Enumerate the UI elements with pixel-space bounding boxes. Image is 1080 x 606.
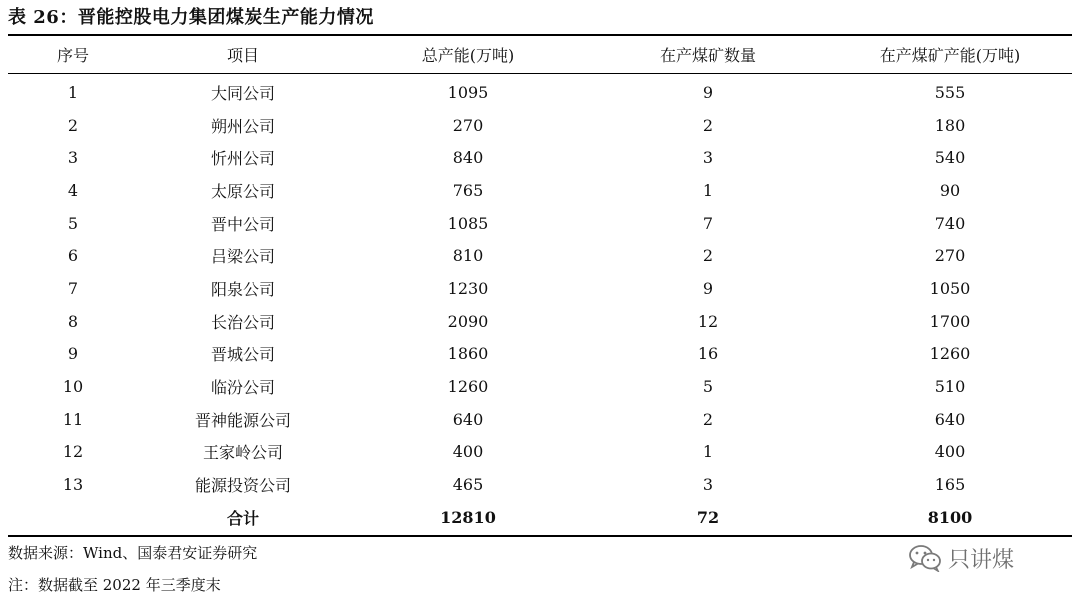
row-mine-count: 16 [697,344,719,364]
row-total-capacity: 640 [452,409,484,429]
table-row [8,109,1072,142]
table-row [8,76,1072,109]
row-item: 忻州公司 [210,149,275,169]
row-mine-count: 2 [702,409,714,429]
row-mine-count: 3 [702,475,714,495]
watermark [908,538,1014,578]
total-mines: 72 [696,507,720,527]
row-item: 王家岭公司 [202,443,283,463]
row-index: 10 [62,377,84,397]
table-row [8,468,1072,501]
table-row [8,272,1072,305]
row-total-capacity: 765 [452,180,484,200]
row-item: 晋城公司 [210,345,275,365]
row-index: 4 [67,180,79,200]
row-mine-count: 5 [702,377,714,397]
row-total-capacity: 1095 [447,82,489,102]
total-spacer [8,501,138,534]
row-total-capacity: 1860 [447,344,489,364]
table-row [8,207,1072,240]
table-row [8,436,1072,469]
row-index: 2 [67,115,79,135]
row-mine-capacity: 1050 [929,278,971,298]
row-index: 5 [67,213,79,233]
table-body [8,76,1072,534]
row-mine-count: 2 [702,246,714,266]
table-title: 表 26：晋能控股电力集团煤炭生产能力情况 [8,7,374,28]
column-header-total-capacity: 总产能(万吨) [421,46,515,65]
row-item: 能源投资公司 [194,476,291,496]
row-item: 晋神能源公司 [194,410,291,430]
row-index: 1 [67,82,79,102]
row-mine-capacity: 165 [934,475,966,495]
row-item: 大同公司 [210,83,275,103]
row-mine-capacity: 510 [934,377,966,397]
row-item: 临汾公司 [210,378,275,398]
row-index: 13 [62,475,84,495]
row-item: 晋中公司 [210,214,275,234]
row-index: 7 [67,278,79,298]
row-index: 11 [62,409,84,429]
row-index: 3 [67,148,79,168]
table-row [8,370,1072,403]
row-mine-capacity: 90 [939,180,961,200]
row-total-capacity: 2090 [447,311,489,331]
row-index: 9 [67,344,79,364]
table-row [8,305,1072,338]
row-mine-count: 12 [697,311,719,331]
row-total-capacity: 270 [452,115,484,135]
table-row [8,338,1072,371]
row-mine-count: 1 [702,180,714,200]
table-row [8,239,1072,272]
table-header-rule [8,73,1072,74]
row-item: 长治公司 [210,312,275,332]
total-row [8,501,1072,534]
row-total-capacity: 810 [452,246,484,266]
row-total-capacity: 400 [452,442,484,462]
table-bottom-rule [8,535,1072,537]
column-header-mine-count: 在产煤矿数量 [659,46,756,65]
row-mine-count: 2 [702,115,714,135]
footnote: 注：数据截至 2022 年三季度末 [8,576,221,594]
row-mine-capacity: 180 [934,115,966,135]
row-mine-count: 9 [702,82,714,102]
row-mine-capacity: 640 [934,409,966,429]
row-mine-capacity: 555 [934,82,966,102]
row-mine-capacity: 400 [934,442,966,462]
row-mine-count: 9 [702,278,714,298]
row-mine-capacity: 1700 [929,311,971,331]
row-total-capacity: 1085 [447,213,489,233]
row-mine-capacity: 540 [934,148,966,168]
wechat-icon [908,544,942,572]
row-index: 8 [67,311,79,331]
row-mine-count: 3 [702,148,714,168]
row-item: 吕梁公司 [210,247,275,267]
row-total-capacity: 1260 [447,377,489,397]
row-total-capacity: 840 [452,148,484,168]
row-total-capacity: 465 [452,475,484,495]
table-header [8,36,1072,73]
total-mine-capacity: 8100 [927,507,973,527]
row-mine-capacity: 1260 [929,344,971,364]
total-label: 合计 [226,508,259,528]
row-mine-count: 1 [702,442,714,462]
table-row [8,174,1072,207]
row-index: 12 [62,442,84,462]
row-item: 阳泉公司 [210,279,275,299]
row-index: 6 [67,246,79,266]
table-row [8,141,1072,174]
row-mine-capacity: 740 [934,213,966,233]
total-capacity: 12810 [440,507,496,527]
column-header-item: 项目 [226,46,259,65]
table-row [8,403,1072,436]
row-mine-capacity: 270 [934,246,966,266]
row-item: 太原公司 [210,181,275,201]
column-header-index: 序号 [56,46,89,65]
watermark-text: 只讲煤 [948,547,1015,573]
row-mine-count: 7 [702,213,714,233]
column-header-mine-capacity: 在产煤矿产能(万吨) [879,46,1021,65]
source-note: 数据来源：Wind、国泰君安证券研究 [8,544,258,562]
row-item: 朔州公司 [210,116,275,136]
row-total-capacity: 1230 [447,278,489,298]
